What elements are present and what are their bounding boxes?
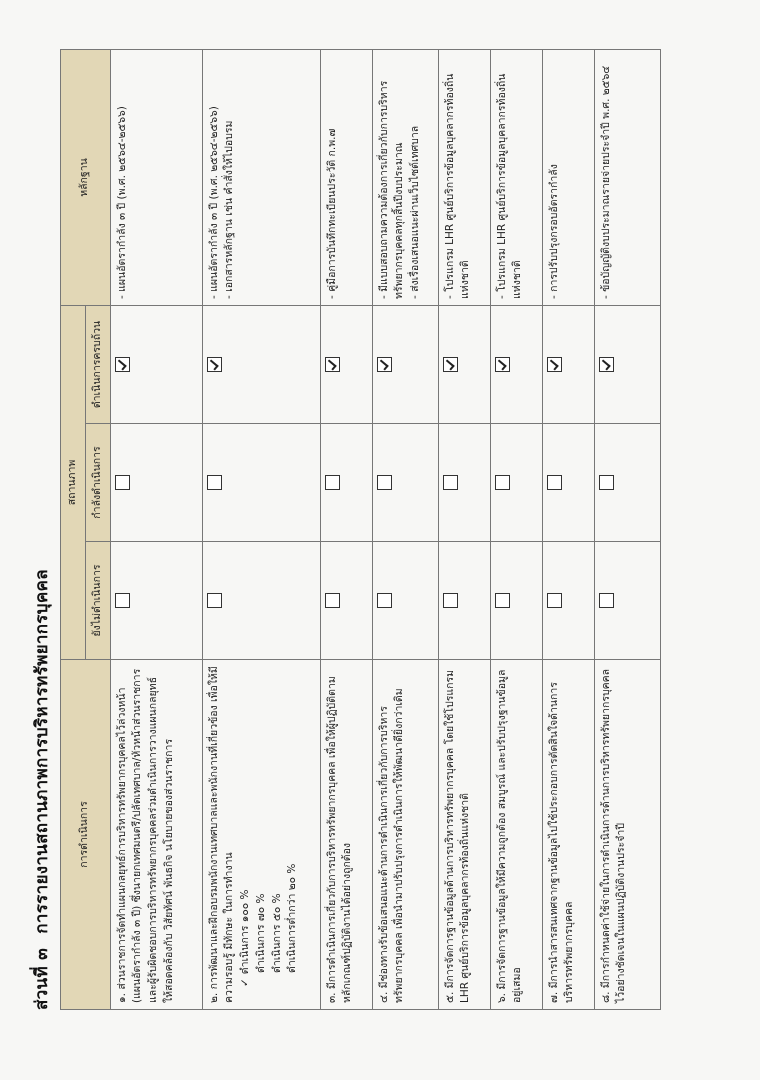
status-not-started-cell (438, 542, 490, 660)
activity-option-text: ดำเนินการต่ำกว่า ๒๐ % (286, 863, 299, 973)
activity-cell (438, 660, 490, 1010)
table-body (110, 50, 660, 1010)
header-status-complete: ดำเนินการครบถ้วน (85, 306, 110, 424)
table-row (438, 50, 490, 1010)
table-row (372, 50, 438, 1010)
activity-option-text: ดำเนินการ ๕๐ % (270, 893, 283, 973)
activity-cell (320, 660, 372, 1010)
checkbox-icon[interactable] (377, 593, 392, 608)
activity-cell (490, 660, 542, 1010)
basis-cell (542, 50, 594, 306)
checkbox-icon[interactable] (599, 475, 614, 490)
basis-cell (372, 50, 438, 306)
basis-text: - มีแบบสอบถามความต้องการเกี่ยวกับการบริหารทรัพยากรบุคคลทุกสิ้นปีงบประมาณ (377, 80, 406, 299)
activity-cell (372, 660, 438, 1010)
status-not-started-cell (372, 542, 438, 660)
activity-text: ๔. มีช่องทางรับข้อเสนอแนะด้านการดำเนินการเกี่ยวกับการบริหารทรัพยากรบุคคล เพื่อนำมาปรับปรุงการดำเนินการให้พัฒนาดียิ่งกว่าเดิม (377, 688, 406, 1003)
basis-text: - โปรแกรม LHR ศูนย์บริการข้อมูลบุคลากรท้องถิ่นแห่งชาติ (443, 73, 472, 299)
basis-text: - คู่มือการบันทึกทะเบียนประวัติ ก.พ.๗ (325, 128, 338, 299)
table-row (320, 50, 372, 1010)
status-not-started-cell (542, 542, 594, 660)
basis-text: - การปรับปรุงกรอบอัตรากำลัง (547, 164, 560, 299)
activity-option (285, 666, 301, 1003)
status-in-progress-cell (542, 424, 594, 542)
activity-cell (202, 660, 320, 1010)
checked-checkbox-icon[interactable] (547, 357, 562, 372)
checkbox-icon[interactable] (325, 593, 340, 608)
basis-text: - แผนอัตรากำลัง ๓ ปี (พ.ศ. ๒๕๖๔-๒๕๖๖) (115, 106, 128, 299)
basis-cell (438, 50, 490, 306)
checked-checkbox-icon[interactable] (325, 357, 340, 372)
status-in-progress-cell (438, 424, 490, 542)
activity-option (270, 666, 286, 1003)
header-status-in-progress: กำลังดำเนินการ (85, 424, 110, 542)
header-basis: หลักฐาน (61, 50, 111, 306)
status-complete-cell (490, 306, 542, 424)
status-in-progress-cell (110, 424, 202, 542)
checkbox-icon[interactable] (547, 475, 562, 490)
basis-cell (320, 50, 372, 306)
status-complete-cell (594, 306, 660, 424)
checked-checkbox-icon[interactable] (443, 357, 458, 372)
section-title: การรายงานสถานภาพการบริหารทรัพยากรบุคคล (32, 569, 52, 934)
activity-text: ๑. ส่วนราชการจัดทำแผนกลยุทธ์การบริหารทรัพยากรบุคคลไว้ล่วงหน้า (แผนอัตรากำลัง ๓ ปี) ซึ่งนายกเทศมนตรี/ปลัดเทศบาล/หัวหน้าส่วนราชการ และผู้รับผิดชอบการบริหารทรัพยากรบุคคลร่วมดำเนินการวางแผนกลยุทธ์ให้สอดคล้องกับ วิสัยทัศน์ พันธกิจ นโยบายของส่วนราชการ (115, 668, 175, 1003)
basis-text: - แผนอัตรากำลัง ๓ ปี (พ.ศ. ๒๕๖๔-๒๕๖๖) (207, 106, 220, 299)
header-status-group: สถานภาพ (61, 306, 86, 660)
status-in-progress-cell (594, 424, 660, 542)
status-not-started-cell (490, 542, 542, 660)
basis-cell (594, 50, 660, 306)
activity-text: ๘. มีการกำหนดค่าใช้จ่ายในการดำเนินการด้านการบริหารทรัพยากรบุคคลไว้อย่างชัดเจนในแผนปฏิบัติงานประจำปี (599, 668, 628, 1003)
basis-text: - ข้อบัญญัติงบประมาณรายจ่ายประจำปี พ.ศ. ๒๕๖๔ (599, 65, 612, 299)
activity-option-text: ดำเนินการ ๗๐ % (254, 893, 267, 973)
section-heading (28, 561, 55, 1010)
activity-text: ๖. มีการจัดการฐานข้อมูลให้มีความถูกต้อง สมบูรณ์ และปรับปรุงฐานข้อมูลอยู่เสมอ (495, 669, 524, 1003)
checkbox-icon[interactable] (115, 475, 130, 490)
checked-checkbox-icon[interactable] (377, 357, 392, 372)
status-in-progress-cell (202, 424, 320, 542)
checked-checkbox-icon[interactable] (495, 357, 510, 372)
checkbox-icon[interactable] (547, 593, 562, 608)
checkbox-icon[interactable] (325, 475, 340, 490)
status-not-started-cell (202, 542, 320, 660)
status-complete-cell (320, 306, 372, 424)
checkbox-icon[interactable] (207, 475, 222, 490)
table-row (490, 50, 542, 1010)
status-not-started-cell (110, 542, 202, 660)
check-mark-icon: ✓ (239, 978, 251, 987)
table-row (594, 50, 660, 1010)
status-not-started-cell (320, 542, 372, 660)
header-status-not-started: ยังไม่ดำเนินการ (85, 542, 110, 660)
activity-cell (110, 660, 202, 1010)
table-row (542, 50, 594, 1010)
table-row (202, 50, 320, 1010)
status-complete-cell (542, 306, 594, 424)
checkbox-icon[interactable] (443, 593, 458, 608)
basis-cell (202, 50, 320, 306)
status-not-started-cell (594, 542, 660, 660)
activity-option (238, 666, 254, 1003)
activity-text: ๗. มีการนำสารสนเทศจากฐานข้อมูลไปใช้ประกอบการตัดสินใจด้านการบริหารทรัพยากรบุคคล (547, 682, 576, 1003)
checkbox-icon[interactable] (377, 475, 392, 490)
status-in-progress-cell (320, 424, 372, 542)
checked-checkbox-icon[interactable] (207, 357, 222, 372)
checked-checkbox-icon[interactable] (599, 357, 614, 372)
header-row-1 (61, 50, 86, 1010)
checkbox-icon[interactable] (599, 593, 614, 608)
basis-cell (110, 50, 202, 306)
header-activity: การดำเนินการ (61, 660, 111, 1010)
basis-text: - โปรแกรม LHR ศูนย์บริการข้อมูลบุคลากรท้องถิ่นแห่งชาติ (495, 73, 524, 299)
section-number: ส่วนที่ ๓ (32, 947, 52, 1010)
hr-status-table (60, 49, 661, 1010)
status-complete-cell (438, 306, 490, 424)
status-in-progress-cell (372, 424, 438, 542)
table-row (110, 50, 202, 1010)
basis-cell (490, 50, 542, 306)
activity-option (254, 666, 270, 1003)
status-complete-cell (110, 306, 202, 424)
activity-cell (594, 660, 660, 1010)
checkbox-icon[interactable] (207, 593, 222, 608)
status-in-progress-cell (490, 424, 542, 542)
status-complete-cell (372, 306, 438, 424)
checkbox-icon[interactable] (495, 593, 510, 608)
checkbox-icon[interactable] (115, 593, 130, 608)
basis-text: - เอกสารหลักฐาน เช่น คำสั่งให้ไปอบรม (223, 120, 236, 299)
checked-checkbox-icon[interactable] (115, 357, 130, 372)
basis-text: - ส่งเรื่องเสนอแนะผ่านเว็บไซต์เทศบาล (409, 125, 421, 299)
activity-text: ๓. มีการดำเนินการเกี่ยวกับการบริหารทรัพยากรบุคคล เพื่อให้ผู้ปฏิบัติตามหลักเกณฑ์ปฏิบัติงานได้อย่างถูกต้อง (325, 676, 354, 1003)
activity-option-text: ดำเนินการ ๑๐๐ % (239, 889, 251, 975)
checkbox-icon[interactable] (443, 475, 458, 490)
status-complete-cell (202, 306, 320, 424)
activity-cell (542, 660, 594, 1010)
activity-text: ๒. การพัฒนาและฝึกอบรมพนักงานเทศบาลและพนักงานที่เกี่ยวข้อง เพื่อให้มีความรอบรู้ มีทักษะ ในการทำงาน (207, 666, 236, 1003)
checkbox-icon[interactable] (495, 475, 510, 490)
activity-text: ๕. มีการจัดการฐานข้อมูลด้านการบริหารทรัพยากรบุคคล โดยใช้โปรแกรม LHR ศูนย์บริการข้อมูลบุคลากรท้องถิ่นแห่งชาติ (443, 669, 472, 1003)
